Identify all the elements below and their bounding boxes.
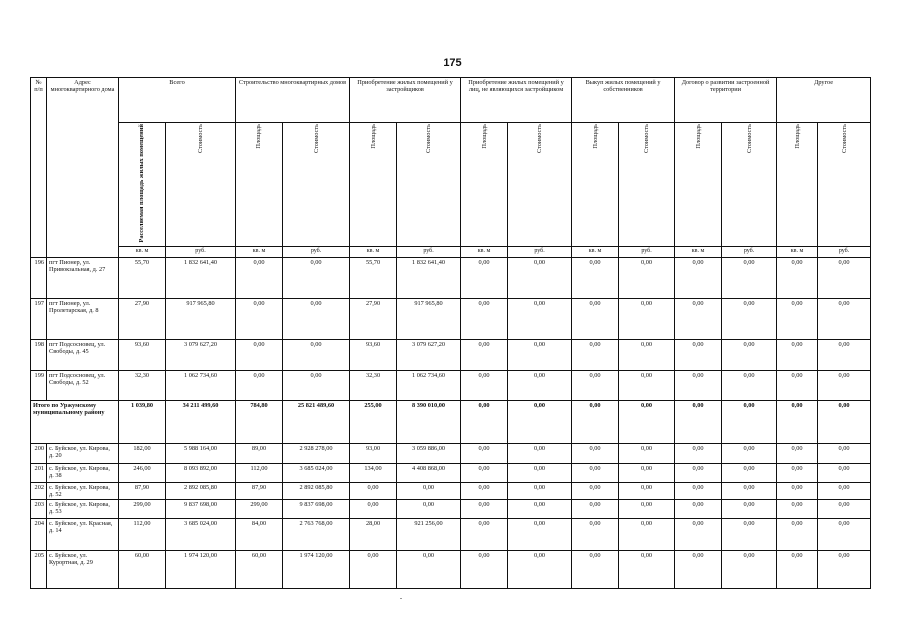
table-cell: 4 408 868,00: [397, 463, 461, 482]
table-cell: 0,00: [777, 339, 818, 370]
table-cell: 0,00: [397, 499, 461, 518]
row-address: пгт Пионер, ул. Пролетарская, д. 8: [47, 298, 119, 339]
table-cell: 0,00: [675, 482, 722, 499]
table-row: [31, 257, 871, 298]
table-cell: 3 685 024,00: [283, 463, 350, 482]
table-cell: 0,00: [508, 257, 572, 298]
unit-cell: руб.: [283, 246, 350, 257]
table-cell: 93,60: [350, 339, 397, 370]
table-cell: 0,00: [508, 499, 572, 518]
table-cell: 0,00: [722, 370, 777, 400]
table-cell: 0,00: [619, 257, 675, 298]
table-cell: 0,00: [675, 518, 722, 550]
table-cell: 0,00: [508, 518, 572, 550]
total-cell: 25 821 489,60: [283, 400, 350, 443]
group-header-total: Всего: [119, 78, 236, 123]
table-cell: 27,90: [119, 298, 166, 339]
total-cell: 0,00: [619, 400, 675, 443]
table-cell: 0,00: [818, 482, 871, 499]
table-cell: 0,00: [283, 298, 350, 339]
unit-cell: кв. м: [236, 246, 283, 257]
table-cell: 3 059 886,00: [397, 443, 461, 463]
unit-cell: кв. м: [350, 246, 397, 257]
table-cell: 0,00: [777, 482, 818, 499]
table-cell: 1 062 734,60: [166, 370, 236, 400]
unit-cell: кв. м: [119, 246, 166, 257]
total-cell: 34 211 499,60: [166, 400, 236, 443]
unit-cell: кв. м: [777, 246, 818, 257]
row-address: с. Буйское, ул. Кирова, д. 38: [47, 463, 119, 482]
table-cell: 0,00: [722, 443, 777, 463]
total-cell: 1 039,80: [119, 400, 166, 443]
table-cell: 8 093 892,00: [166, 463, 236, 482]
table-cell: 299,00: [119, 499, 166, 518]
table-cell: 0,00: [461, 370, 508, 400]
table-cell: 0,00: [777, 443, 818, 463]
table-cell: 0,00: [572, 257, 619, 298]
table-cell: 0,00: [236, 370, 283, 400]
unit-cell: кв. м: [461, 246, 508, 257]
table-cell: 27,90: [350, 298, 397, 339]
num-header: № п/п: [31, 78, 47, 258]
table-cell: 0,00: [236, 339, 283, 370]
sub-header: Стоимость: [722, 123, 777, 247]
scan-artifact: [400, 598, 402, 599]
table-cell: 0,00: [508, 339, 572, 370]
table-cell: 246,00: [119, 463, 166, 482]
table-cell: 93,00: [350, 443, 397, 463]
table-cell: 0,00: [508, 482, 572, 499]
unit-cell: руб.: [397, 246, 461, 257]
table-cell: 917 965,80: [166, 298, 236, 339]
table-cell: 0,00: [675, 257, 722, 298]
table-cell: 0,00: [619, 370, 675, 400]
table-cell: 0,00: [236, 257, 283, 298]
group-header-construction: Строительство многоквартирных домов: [236, 78, 350, 123]
table-cell: 0,00: [572, 443, 619, 463]
table-cell: 0,00: [572, 482, 619, 499]
unit-cell: руб.: [508, 246, 572, 257]
total-cell: 255,00: [350, 400, 397, 443]
table-cell: 0,00: [675, 298, 722, 339]
table-cell: 0,00: [777, 499, 818, 518]
table-row: [31, 463, 871, 482]
row-number: 200: [31, 443, 47, 463]
table-cell: 182,00: [119, 443, 166, 463]
table-cell: 0,00: [397, 550, 461, 588]
table-cell: 9 837 698,00: [283, 499, 350, 518]
table-cell: 0,00: [461, 518, 508, 550]
table-cell: 2 763 768,00: [283, 518, 350, 550]
table-cell: 0,00: [461, 463, 508, 482]
total-row: [31, 400, 871, 443]
table-cell: 134,00: [350, 463, 397, 482]
sub-header: Площадь: [675, 123, 722, 247]
table-cell: 0,00: [777, 298, 818, 339]
total-cell: 0,00: [508, 400, 572, 443]
table-cell: 0,00: [350, 550, 397, 588]
table-cell: 0,00: [461, 499, 508, 518]
table-row: [31, 499, 871, 518]
table-cell: 0,00: [722, 298, 777, 339]
sub-header: Площадь: [236, 123, 283, 247]
table-cell: 0,00: [619, 463, 675, 482]
row-number: 203: [31, 499, 47, 518]
table-cell: 0,00: [722, 550, 777, 588]
table-cell: 87,90: [119, 482, 166, 499]
table-cell: 0,00: [397, 482, 461, 499]
table-cell: 0,00: [572, 550, 619, 588]
row-address: пгт Пионер, ул. Привокзальная, д. 27: [47, 257, 119, 298]
page-number: 175: [443, 57, 462, 69]
table-cell: 32,30: [350, 370, 397, 400]
table-cell: 0,00: [722, 482, 777, 499]
table-cell: 921 256,00: [397, 518, 461, 550]
table-cell: 0,00: [619, 339, 675, 370]
table-cell: 0,00: [722, 518, 777, 550]
table-cell: 32,30: [119, 370, 166, 400]
table-cell: 0,00: [675, 370, 722, 400]
table-cell: 0,00: [572, 339, 619, 370]
table-cell: 0,00: [619, 550, 675, 588]
table-cell: 0,00: [572, 499, 619, 518]
table-cell: 0,00: [283, 370, 350, 400]
table-cell: 0,00: [722, 499, 777, 518]
row-number: 205: [31, 550, 47, 588]
row-number: 202: [31, 482, 47, 499]
table-cell: 0,00: [461, 550, 508, 588]
address-header: Адрес многоквартирного дома: [47, 78, 119, 258]
table-cell: 93,60: [119, 339, 166, 370]
row-number: 201: [31, 463, 47, 482]
table-cell: 0,00: [675, 339, 722, 370]
table-cell: 0,00: [722, 339, 777, 370]
resettlement-table: [30, 77, 871, 589]
table-cell: 0,00: [777, 370, 818, 400]
table-cell: 0,00: [818, 499, 871, 518]
sub-header: Площадь: [350, 123, 397, 247]
table-cell: 1 832 641,40: [397, 257, 461, 298]
table-cell: 0,00: [619, 518, 675, 550]
group-header-non-developer-purchase: Приобретение жилых помещений у лиц, не являющихся застройщиком: [461, 78, 572, 123]
row-number: 204: [31, 518, 47, 550]
group-header-buyout: Выкуп жилых помещений у собственников: [572, 78, 675, 123]
group-header-territory: Договор о развитии застроенной территории: [675, 78, 777, 123]
table-cell: 60,00: [119, 550, 166, 588]
table-cell: 2 892 085,80: [166, 482, 236, 499]
table-cell: 0,00: [777, 518, 818, 550]
table-cell: 0,00: [777, 257, 818, 298]
sub-header: Площадь: [461, 123, 508, 247]
table-row: [31, 518, 871, 550]
sub-header: Площадь: [777, 123, 818, 247]
table-cell: 0,00: [461, 482, 508, 499]
row-number: 198: [31, 339, 47, 370]
table-cell: 0,00: [818, 339, 871, 370]
unit-cell: руб.: [619, 246, 675, 257]
table-cell: 917 965,80: [397, 298, 461, 339]
table-cell: 0,00: [572, 463, 619, 482]
total-cell: 0,00: [722, 400, 777, 443]
table-cell: 0,00: [236, 298, 283, 339]
total-cell: 0,00: [572, 400, 619, 443]
table-cell: 0,00: [818, 518, 871, 550]
table-cell: 87,90: [236, 482, 283, 499]
table-cell: 0,00: [508, 298, 572, 339]
table-cell: 0,00: [508, 463, 572, 482]
table-row: [31, 550, 871, 588]
table-cell: 0,00: [818, 550, 871, 588]
unit-cell: руб.: [722, 246, 777, 257]
row-address: с. Буйское, ул. Курортная, д. 29: [47, 550, 119, 588]
row-number: 199: [31, 370, 47, 400]
table-cell: 55,70: [350, 257, 397, 298]
row-address: пгт Подсосновец, ул. Свободы, д. 52: [47, 370, 119, 400]
sub-header: Стоимость: [397, 123, 461, 247]
table-cell: 0,00: [283, 339, 350, 370]
sub-header: Стоимость: [166, 123, 236, 247]
table-row: [31, 370, 871, 400]
row-address: с. Буйское, ул. Кирова, д. 53: [47, 499, 119, 518]
table-cell: 0,00: [461, 257, 508, 298]
table-cell: 0,00: [619, 298, 675, 339]
table-cell: 84,00: [236, 518, 283, 550]
sub-header: Расселяемая площадь жилых помещений: [119, 123, 166, 247]
table-cell: 9 837 698,00: [166, 499, 236, 518]
table-cell: 0,00: [675, 499, 722, 518]
unit-cell: кв. м: [572, 246, 619, 257]
row-address: с. Буйское, ул. Кирова, д. 52: [47, 482, 119, 499]
table-cell: 0,00: [508, 550, 572, 588]
table-cell: 0,00: [777, 463, 818, 482]
table-cell: 0,00: [818, 463, 871, 482]
table-cell: 0,00: [722, 463, 777, 482]
table-cell: 0,00: [818, 443, 871, 463]
group-header-developer-purchase: Приобретение жилых помещений у застройщиков: [350, 78, 461, 123]
table-cell: 1 974 120,00: [283, 550, 350, 588]
sub-header: Стоимость: [619, 123, 675, 247]
table-row: [31, 339, 871, 370]
total-cell: 0,00: [461, 400, 508, 443]
table-cell: 1 974 120,00: [166, 550, 236, 588]
table-cell: 60,00: [236, 550, 283, 588]
table-cell: 1 832 641,40: [166, 257, 236, 298]
table-cell: 112,00: [236, 463, 283, 482]
total-cell: 8 390 010,00: [397, 400, 461, 443]
table-cell: 299,00: [236, 499, 283, 518]
table-cell: 0,00: [572, 518, 619, 550]
table-cell: 0,00: [508, 443, 572, 463]
row-number: 196: [31, 257, 47, 298]
table-cell: 0,00: [461, 298, 508, 339]
table-cell: 28,00: [350, 518, 397, 550]
table-cell: 0,00: [818, 370, 871, 400]
group-header-other: Другое: [777, 78, 871, 123]
table-cell: 0,00: [675, 463, 722, 482]
total-label: Итого по Уржумскому муниципальному району: [31, 400, 119, 443]
table-cell: 3 685 024,00: [166, 518, 236, 550]
table-cell: 55,70: [119, 257, 166, 298]
table-cell: 0,00: [777, 550, 818, 588]
total-cell: 0,00: [675, 400, 722, 443]
unit-cell: руб.: [166, 246, 236, 257]
table-cell: 5 988 164,00: [166, 443, 236, 463]
total-cell: 0,00: [777, 400, 818, 443]
table-cell: 0,00: [722, 257, 777, 298]
table-cell: 3 079 627,20: [166, 339, 236, 370]
row-address: пгт Подсосновец, ул. Свободы, д. 45: [47, 339, 119, 370]
row-address: с. Буйское, ул. Красная, д. 14: [47, 518, 119, 550]
table-cell: 0,00: [350, 499, 397, 518]
table-cell: 89,00: [236, 443, 283, 463]
table-cell: 0,00: [818, 257, 871, 298]
row-address: с. Буйское, ул. Кирова, д. 20: [47, 443, 119, 463]
unit-cell: кв. м: [675, 246, 722, 257]
table-row: [31, 482, 871, 499]
table-cell: 2 928 278,00: [283, 443, 350, 463]
table-cell: 2 892 085,80: [283, 482, 350, 499]
table-cell: 0,00: [619, 443, 675, 463]
table-cell: 0,00: [283, 257, 350, 298]
sub-header: Стоимость: [283, 123, 350, 247]
sub-header: Площадь: [572, 123, 619, 247]
table-cell: 0,00: [619, 482, 675, 499]
table-cell: 0,00: [461, 339, 508, 370]
table-cell: 0,00: [619, 499, 675, 518]
row-number: 197: [31, 298, 47, 339]
sub-header: Стоимость: [508, 123, 572, 247]
table-row: [31, 298, 871, 339]
table-cell: 0,00: [508, 370, 572, 400]
unit-cell: руб.: [818, 246, 871, 257]
table-cell: 0,00: [572, 370, 619, 400]
table-cell: 0,00: [675, 550, 722, 588]
table-cell: 0,00: [675, 443, 722, 463]
total-cell: 0,00: [818, 400, 871, 443]
table-row: [31, 443, 871, 463]
table-cell: 0,00: [350, 482, 397, 499]
table-cell: 112,00: [119, 518, 166, 550]
table-cell: 0,00: [572, 298, 619, 339]
table-cell: 0,00: [818, 298, 871, 339]
total-cell: 784,80: [236, 400, 283, 443]
sub-header: Стоимость: [818, 123, 871, 247]
table-cell: 1 062 734,60: [397, 370, 461, 400]
table-cell: 0,00: [461, 443, 508, 463]
table-cell: 3 079 627,20: [397, 339, 461, 370]
